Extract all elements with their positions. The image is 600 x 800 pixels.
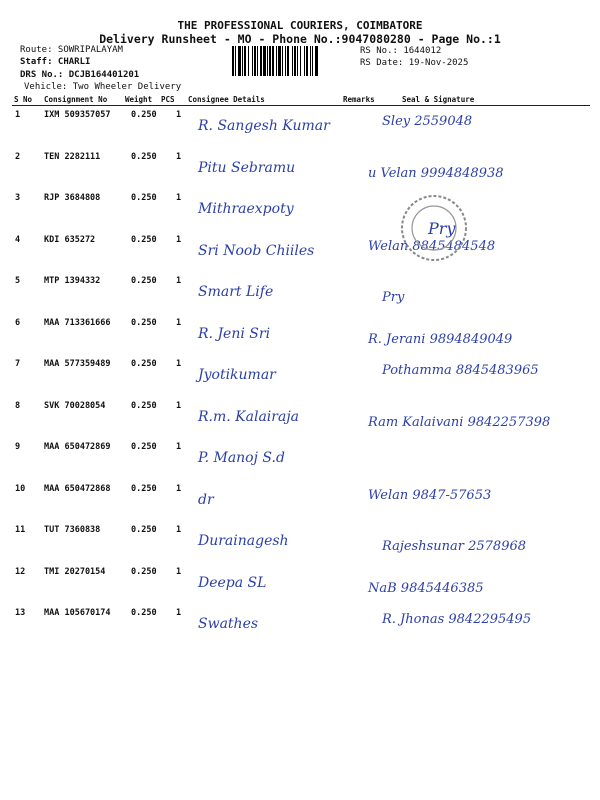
row-pcs: 1 [176, 276, 182, 286]
consignee-handwritten-name: Sri Noob Chiiles [198, 242, 315, 259]
rs-number: RS No.: 1644012 [360, 46, 442, 56]
row-pcs: 1 [176, 151, 182, 162]
row-sno: 10 [15, 483, 26, 494]
col-sno: S No [14, 95, 33, 104]
row-consignment-no: SVK 70028054 [44, 400, 106, 411]
row-weight: 0.250 [131, 400, 157, 411]
table-row [0, 193, 600, 234]
row-sno: 6 [15, 317, 21, 328]
stamp-signature: Pry [428, 219, 456, 238]
rs-date: RS Date: 19-Nov-2025 [360, 58, 469, 68]
row-consignment-no: MAA 577359489 [44, 359, 111, 369]
row-sno: 4 [15, 234, 21, 245]
receiver-signature: Welan 8845484548 [368, 238, 496, 254]
row-consignment-no: IXM 509357057 [44, 110, 111, 120]
consignee-handwritten-name: R. Jeni Sri [198, 325, 271, 342]
row-weight: 0.250 [131, 359, 157, 369]
row-pcs: 1 [176, 566, 182, 577]
row-sno: 5 [15, 276, 21, 286]
row-weight: 0.250 [131, 608, 157, 618]
row-consignment-no: TEN 2282111 [44, 151, 101, 162]
receiver-signature: NaB 9845446385 [368, 580, 484, 596]
row-consignment-no: TMI 20270154 [44, 566, 106, 577]
consignee-handwritten-name: Pitu Sebramu [198, 159, 296, 176]
row-weight: 0.250 [131, 483, 157, 494]
receiver-signature: Sley 2559048 [382, 114, 473, 129]
receiver-signature: u Velan 9994848938 [368, 165, 504, 181]
col-pcs: PCS [161, 95, 175, 104]
row-pcs: 1 [176, 110, 182, 120]
row-pcs: 1 [176, 234, 182, 245]
table-row [0, 276, 600, 317]
consignee-handwritten-name: Jyotikumar [198, 367, 276, 383]
row-weight: 0.250 [131, 234, 157, 245]
row-sno: 7 [15, 359, 21, 369]
row-weight: 0.250 [131, 276, 157, 286]
receiver-signature: Pothamma 8845483965 [382, 363, 539, 378]
row-consignment-no: MAA 650472869 [44, 442, 111, 452]
seal-stamp [398, 192, 470, 264]
row-weight: 0.250 [131, 525, 157, 535]
col-consignment: Consignment No [44, 95, 108, 104]
company-title: THE PROFESSIONAL COURIERS, COIMBATORE [177, 19, 423, 32]
row-pcs: 1 [176, 193, 182, 203]
row-weight: 0.250 [131, 151, 157, 162]
row-pcs: 1 [176, 525, 182, 535]
row-consignment-no: MAA 650472868 [44, 483, 111, 494]
row-consignment-no: MAA 713361666 [44, 317, 111, 328]
table-row [0, 525, 600, 566]
row-consignment-no: KDI 635272 [44, 234, 96, 245]
row-pcs: 1 [176, 608, 182, 618]
row-weight: 0.250 [131, 442, 157, 452]
runsheet-subtitle: Delivery Runsheet - MO - Phone No.:9047080280 - Page No.:1 [99, 32, 501, 46]
table-row [0, 442, 600, 483]
row-sno: 1 [15, 110, 21, 120]
row-pcs: 1 [176, 483, 182, 494]
drs-label: DRS No.: DCJB164401201 [20, 70, 140, 80]
row-weight: 0.250 [131, 193, 157, 203]
table-row [0, 235, 600, 276]
table-row [0, 484, 600, 525]
table-row [0, 608, 600, 649]
row-consignment-no: RJP 3684808 [44, 193, 101, 203]
consignee-handwritten-name: Mithraexpoty [198, 201, 294, 217]
col-remarks: Remarks [343, 95, 375, 104]
table-row [0, 401, 600, 442]
consignee-handwritten-name: Deepa SL [198, 574, 267, 591]
row-pcs: 1 [176, 442, 182, 452]
vehicle-label: Vehicle: Two Wheeler Delivery [24, 82, 182, 92]
consignee-handwritten-name: dr [198, 491, 214, 508]
row-sno: 2 [15, 151, 21, 162]
route-label: Route: SOWRIPALAYAM [20, 45, 123, 55]
barcode-image [232, 46, 356, 76]
row-sno: 8 [15, 400, 21, 411]
row-sno: 13 [15, 608, 26, 618]
header-divider [12, 105, 590, 106]
consignee-handwritten-name: P. Manoj S.d [198, 450, 285, 466]
col-consignee: Consignee Details [188, 95, 265, 104]
consignee-handwritten-name: Smart Life [198, 284, 274, 300]
row-weight: 0.250 [131, 317, 157, 328]
receiver-signature: Pry [382, 290, 405, 305]
table-row [0, 567, 600, 608]
consignee-handwritten-name: R. Sangesh Kumar [198, 118, 330, 134]
row-weight: 0.250 [131, 110, 157, 120]
consignee-handwritten-name: Durainagesh [198, 533, 289, 549]
row-sno: 12 [15, 566, 26, 577]
row-consignment-no: MTP 1394332 [44, 276, 101, 286]
row-weight: 0.250 [131, 566, 157, 577]
col-weight: Weight [125, 95, 153, 104]
consignee-handwritten-name: Swathes [198, 616, 259, 632]
row-pcs: 1 [176, 400, 182, 411]
receiver-signature: R. Jhonas 9842295495 [382, 612, 532, 627]
receiver-signature: Rajeshsunar 2578968 [382, 539, 527, 554]
col-seal: Seal & Signature [402, 95, 475, 104]
row-sno: 11 [15, 525, 26, 535]
table-row [0, 359, 600, 400]
table-row [0, 152, 600, 193]
receiver-signature: R. Jerani 9894849049 [368, 331, 513, 347]
row-sno: 3 [15, 193, 21, 203]
receiver-signature: Ram Kalaivani 9842257398 [368, 414, 551, 430]
receiver-signature: Welan 9847-57653 [368, 487, 492, 503]
row-pcs: 1 [176, 317, 182, 328]
row-pcs: 1 [176, 359, 182, 369]
row-consignment-no: TUT 7360838 [44, 525, 101, 535]
table-row [0, 110, 600, 151]
row-sno: 9 [15, 442, 21, 452]
consignee-handwritten-name: R.m. Kalairaja [198, 408, 300, 425]
row-consignment-no: MAA 105670174 [44, 608, 111, 618]
staff-label: Staff: CHARLI [20, 57, 91, 67]
table-row [0, 318, 600, 359]
